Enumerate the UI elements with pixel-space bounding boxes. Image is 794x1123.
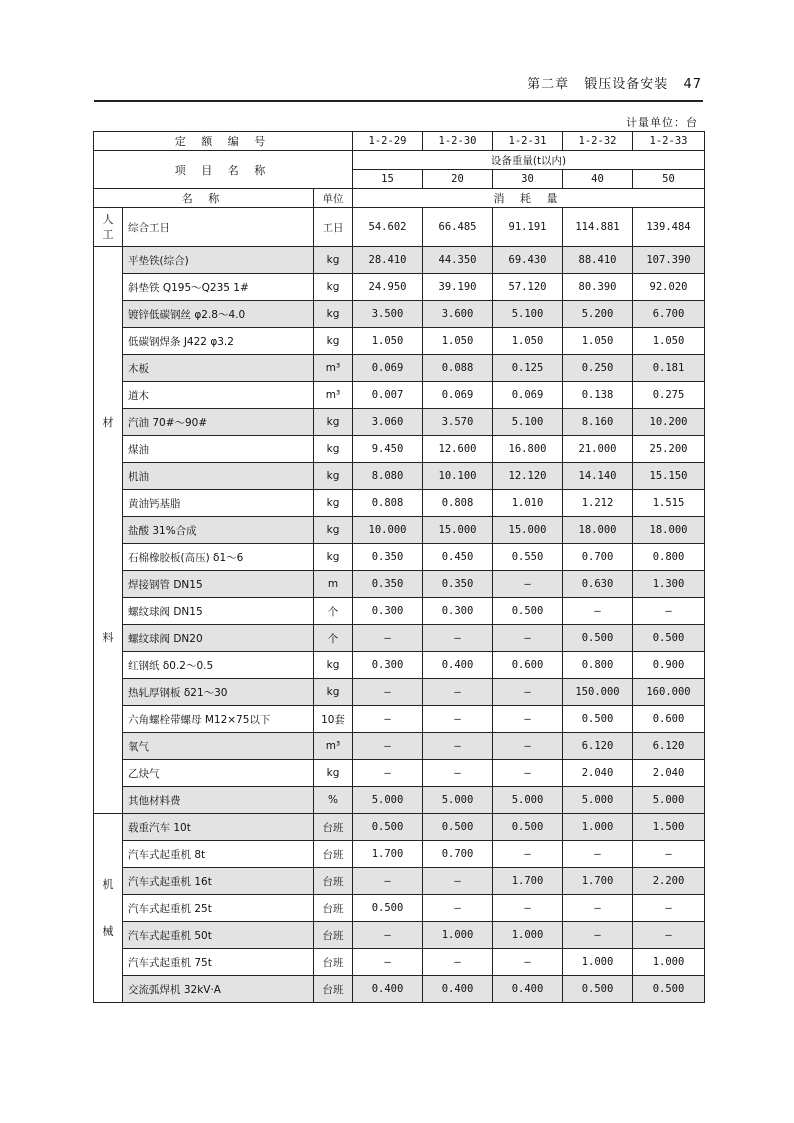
param-cell: 30	[493, 170, 563, 189]
value-cell: —	[423, 868, 493, 895]
item-unit: m	[314, 571, 353, 598]
table-row	[94, 625, 705, 652]
value-cell: —	[563, 598, 633, 625]
table-row	[94, 247, 705, 274]
item-name: 载重汽车 10t	[123, 814, 314, 841]
category-machinery	[94, 814, 123, 1003]
value-cell: 0.500	[493, 814, 563, 841]
table-row	[94, 895, 705, 922]
item-name: 镀锌低碳钢丝 φ2.8～4.0	[123, 301, 314, 328]
value-cell: 80.390	[563, 274, 633, 301]
item-name: 平垫铁(综合)	[123, 247, 314, 274]
value-cell: 0.300	[423, 598, 493, 625]
value-cell: 0.007	[353, 382, 423, 409]
category-machinery-text	[94, 877, 122, 939]
item-unit: kg	[314, 328, 353, 355]
table-row	[94, 409, 705, 436]
value-cell: 25.200	[633, 436, 705, 463]
value-cell: —	[493, 733, 563, 760]
item-name: 其他材料费	[123, 787, 314, 814]
value-cell: 21.000	[563, 436, 633, 463]
value-cell: 1.000	[633, 949, 705, 976]
item-name: 机油	[123, 463, 314, 490]
value-cell: 10.000	[353, 517, 423, 544]
code-cell: 1-2-32	[563, 132, 633, 151]
value-cell: 0.275	[633, 382, 705, 409]
value-cell: 0.400	[423, 652, 493, 679]
value-cell: 6.120	[563, 733, 633, 760]
item-name: 黄油钙基脂	[123, 490, 314, 517]
item-name: 汽车式起重机 16t	[123, 868, 314, 895]
value-cell: 0.800	[633, 544, 705, 571]
value-cell: 1.000	[423, 922, 493, 949]
category-materials-text	[94, 415, 122, 645]
value-cell: 1.050	[493, 328, 563, 355]
item-name: 低碳钢焊条 J422 φ3.2	[123, 328, 314, 355]
value-cell: 9.450	[353, 436, 423, 463]
item-unit: kg	[314, 463, 353, 490]
value-cell: —	[493, 706, 563, 733]
value-cell: —	[423, 949, 493, 976]
item-name: 焊接钢管 DN15	[123, 571, 314, 598]
item-unit: 个	[314, 598, 353, 625]
value-cell: 0.700	[423, 841, 493, 868]
item-unit: kg	[314, 247, 353, 274]
value-cell: 114.881	[563, 208, 633, 247]
value-cell: —	[563, 922, 633, 949]
param-cell: 40	[563, 170, 633, 189]
value-cell: 5.000	[563, 787, 633, 814]
value-cell: 3.600	[423, 301, 493, 328]
item-name: 石棉橡胶板(高压) δ1～6	[123, 544, 314, 571]
table-row	[94, 328, 705, 355]
value-cell: 0.400	[353, 976, 423, 1003]
value-cell: —	[493, 760, 563, 787]
table-row	[94, 490, 705, 517]
value-cell: 1.050	[563, 328, 633, 355]
value-cell: 0.138	[563, 382, 633, 409]
table-row	[94, 679, 705, 706]
item-name: 六角螺栓带螺母 M12×75以下	[123, 706, 314, 733]
item-unit: 工日	[314, 208, 353, 247]
item-unit: m³	[314, 355, 353, 382]
value-cell: 0.350	[353, 571, 423, 598]
value-cell: 0.500	[493, 598, 563, 625]
item-name: 斜垫铁 Q195～Q235 1#	[123, 274, 314, 301]
item-name: 氧气	[123, 733, 314, 760]
value-cell: —	[633, 895, 705, 922]
item-unit: 台班	[314, 922, 353, 949]
code-label: 定 额 编 号	[94, 132, 353, 151]
item-name: 汽车式起重机 8t	[123, 841, 314, 868]
value-cell: 0.181	[633, 355, 705, 382]
value-cell: 15.000	[493, 517, 563, 544]
item-unit: kg	[314, 409, 353, 436]
value-cell: 0.500	[633, 976, 705, 1003]
section-title: 锻压设备安装	[584, 77, 669, 92]
category-materials-char: 材	[102, 416, 114, 429]
category-labor-text: 人工	[102, 213, 114, 241]
value-cell: —	[353, 868, 423, 895]
value-cell: 0.700	[563, 544, 633, 571]
value-cell: —	[423, 733, 493, 760]
value-cell: 0.550	[493, 544, 563, 571]
value-cell: —	[423, 706, 493, 733]
value-cell: 66.485	[423, 208, 493, 247]
value-cell: —	[353, 733, 423, 760]
value-cell: 0.300	[353, 598, 423, 625]
value-cell: —	[633, 922, 705, 949]
code-row	[94, 132, 705, 151]
chapter-title: 第二章	[527, 77, 570, 92]
item-name: 螺纹球阀 DN15	[123, 598, 314, 625]
value-cell: 2.040	[633, 760, 705, 787]
value-cell: 1.300	[633, 571, 705, 598]
value-cell: —	[633, 598, 705, 625]
value-cell: —	[423, 679, 493, 706]
value-cell: 160.000	[633, 679, 705, 706]
item-name: 交流弧焊机 32kV·A	[123, 976, 314, 1003]
value-cell: 0.500	[563, 706, 633, 733]
value-cell: 5.000	[633, 787, 705, 814]
unit-label: 单位	[314, 189, 353, 208]
item-unit: 台班	[314, 814, 353, 841]
value-cell: 88.410	[563, 247, 633, 274]
table-row	[94, 463, 705, 490]
value-cell: 139.484	[633, 208, 705, 247]
item-name: 盐酸 31%合成	[123, 517, 314, 544]
table-row	[94, 652, 705, 679]
table-row	[94, 274, 705, 301]
table-row	[94, 787, 705, 814]
value-cell: 24.950	[353, 274, 423, 301]
category-materials-char: 料	[102, 631, 114, 644]
value-cell: 1.050	[423, 328, 493, 355]
value-cell: 0.600	[493, 652, 563, 679]
value-cell: 5.100	[493, 409, 563, 436]
value-cell: 0.400	[493, 976, 563, 1003]
value-cell: 3.500	[353, 301, 423, 328]
value-cell: 14.140	[563, 463, 633, 490]
item-unit: kg	[314, 544, 353, 571]
value-cell: 1.000	[563, 814, 633, 841]
item-name: 汽油 70#～90#	[123, 409, 314, 436]
item-name: 汽车式起重机 25t	[123, 895, 314, 922]
item-unit: kg	[314, 517, 353, 544]
value-cell: 28.410	[353, 247, 423, 274]
value-cell: 57.120	[493, 274, 563, 301]
value-cell: 1.000	[493, 922, 563, 949]
value-cell: —	[633, 841, 705, 868]
item-unit: kg	[314, 760, 353, 787]
table-row	[94, 976, 705, 1003]
value-cell: —	[353, 625, 423, 652]
value-cell: —	[493, 571, 563, 598]
table-row	[94, 436, 705, 463]
value-cell: —	[563, 895, 633, 922]
value-cell: 1.515	[633, 490, 705, 517]
item-unit: 10套	[314, 706, 353, 733]
page-header	[517, 73, 702, 92]
item-name: 热轧厚钢板 δ21～30	[123, 679, 314, 706]
value-cell: 0.808	[353, 490, 423, 517]
param-cell: 50	[633, 170, 705, 189]
value-cell: —	[563, 841, 633, 868]
unit-note: 计量单位：台	[626, 116, 698, 129]
table-row	[94, 598, 705, 625]
table-row	[94, 922, 705, 949]
value-cell: 0.500	[633, 625, 705, 652]
value-cell: 0.500	[563, 976, 633, 1003]
value-cell: 10.100	[423, 463, 493, 490]
item-name: 煤油	[123, 436, 314, 463]
item-unit: kg	[314, 490, 353, 517]
value-cell: 12.120	[493, 463, 563, 490]
value-cell: —	[423, 760, 493, 787]
value-cell: 150.000	[563, 679, 633, 706]
item-unit: kg	[314, 652, 353, 679]
value-cell: 0.500	[563, 625, 633, 652]
consumption-label: 消 耗 量	[353, 189, 705, 208]
value-cell: 3.570	[423, 409, 493, 436]
item-name: 汽车式起重机 75t	[123, 949, 314, 976]
value-cell: 15.150	[633, 463, 705, 490]
value-cell: 0.450	[423, 544, 493, 571]
category-labor	[94, 208, 123, 247]
value-cell: 1.700	[563, 868, 633, 895]
category-machinery-char: 械	[102, 925, 114, 938]
value-cell: 0.400	[423, 976, 493, 1003]
table-row	[94, 949, 705, 976]
item-name: 汽车式起重机 50t	[123, 922, 314, 949]
item-name: 综合工日	[123, 208, 314, 247]
value-cell: 54.602	[353, 208, 423, 247]
value-cell: 0.600	[633, 706, 705, 733]
value-cell: 1.212	[563, 490, 633, 517]
item-unit: 台班	[314, 841, 353, 868]
value-cell: 5.000	[493, 787, 563, 814]
value-cell: —	[493, 841, 563, 868]
item-unit: m³	[314, 733, 353, 760]
item-unit: kg	[314, 274, 353, 301]
value-cell: 1.700	[493, 868, 563, 895]
code-cell: 1-2-33	[633, 132, 705, 151]
item-unit: 台班	[314, 949, 353, 976]
item-unit: kg	[314, 679, 353, 706]
table-row	[94, 517, 705, 544]
value-cell: 0.808	[423, 490, 493, 517]
value-cell: —	[353, 706, 423, 733]
value-cell: 5.100	[493, 301, 563, 328]
value-cell: 12.600	[423, 436, 493, 463]
value-cell: 10.200	[633, 409, 705, 436]
value-cell: 0.500	[353, 895, 423, 922]
param-label-row	[94, 151, 705, 170]
value-cell: 69.430	[493, 247, 563, 274]
value-cell: 1.700	[353, 841, 423, 868]
value-cell: 44.350	[423, 247, 493, 274]
value-cell: —	[423, 895, 493, 922]
value-cell: 0.500	[423, 814, 493, 841]
value-cell: 0.900	[633, 652, 705, 679]
table-row	[94, 571, 705, 598]
item-name: 乙炔气	[123, 760, 314, 787]
value-cell: 0.125	[493, 355, 563, 382]
table-row	[94, 841, 705, 868]
item-unit: 台班	[314, 868, 353, 895]
value-cell: 107.390	[633, 247, 705, 274]
param-cell: 20	[423, 170, 493, 189]
value-cell: 0.088	[423, 355, 493, 382]
value-cell: 1.010	[493, 490, 563, 517]
table-row	[94, 814, 705, 841]
item-unit: 个	[314, 625, 353, 652]
param-label: 设备重量(t以内)	[353, 151, 705, 170]
item-name: 红钢纸 δ0.2～0.5	[123, 652, 314, 679]
value-cell: 8.160	[563, 409, 633, 436]
table-row	[94, 382, 705, 409]
header-rule	[94, 100, 703, 102]
item-name: 螺纹球阀 DN20	[123, 625, 314, 652]
table-row	[94, 706, 705, 733]
item-unit: kg	[314, 436, 353, 463]
value-cell: 6.700	[633, 301, 705, 328]
value-cell: 16.800	[493, 436, 563, 463]
value-cell: 0.630	[563, 571, 633, 598]
value-cell: 0.069	[423, 382, 493, 409]
item-unit: 台班	[314, 976, 353, 1003]
value-cell: 5.000	[353, 787, 423, 814]
value-cell: 6.120	[633, 733, 705, 760]
value-cell: —	[493, 625, 563, 652]
param-cell: 15	[353, 170, 423, 189]
value-cell: 92.020	[633, 274, 705, 301]
name-label: 名 称	[94, 189, 314, 208]
table-row	[94, 301, 705, 328]
value-cell: 0.250	[563, 355, 633, 382]
category-materials	[94, 247, 123, 814]
category-machinery-char: 机	[102, 878, 114, 891]
value-cell: 18.000	[563, 517, 633, 544]
value-cell: 3.060	[353, 409, 423, 436]
value-cell: 2.200	[633, 868, 705, 895]
item-unit: 台班	[314, 895, 353, 922]
table-row	[94, 733, 705, 760]
value-cell: —	[353, 760, 423, 787]
quota-table	[93, 131, 705, 1003]
code-cell: 1-2-31	[493, 132, 563, 151]
code-cell: 1-2-29	[353, 132, 423, 151]
value-cell: 1.000	[563, 949, 633, 976]
value-cell: 0.069	[353, 355, 423, 382]
item-unit: kg	[314, 301, 353, 328]
value-cell: —	[493, 679, 563, 706]
value-cell: 0.300	[353, 652, 423, 679]
value-cell: 39.190	[423, 274, 493, 301]
page-number: 47	[683, 77, 702, 92]
item-name: 木板	[123, 355, 314, 382]
value-cell: 91.191	[493, 208, 563, 247]
value-cell: 0.800	[563, 652, 633, 679]
value-cell: 15.000	[423, 517, 493, 544]
value-cell: 0.350	[353, 544, 423, 571]
value-cell: —	[353, 949, 423, 976]
value-cell: 0.069	[493, 382, 563, 409]
item-label: 项 目 名 称	[94, 151, 353, 189]
value-cell: 2.040	[563, 760, 633, 787]
table-row	[94, 544, 705, 571]
value-cell: —	[353, 679, 423, 706]
value-cell: —	[423, 625, 493, 652]
value-cell: —	[353, 922, 423, 949]
value-cell: —	[493, 949, 563, 976]
table-row	[94, 868, 705, 895]
item-name: 道木	[123, 382, 314, 409]
column-header-row	[94, 189, 705, 208]
value-cell: 5.200	[563, 301, 633, 328]
code-cell: 1-2-30	[423, 132, 493, 151]
value-cell: 1.500	[633, 814, 705, 841]
value-cell: 0.350	[423, 571, 493, 598]
value-cell: 0.500	[353, 814, 423, 841]
value-cell: 5.000	[423, 787, 493, 814]
table-row	[94, 208, 705, 247]
value-cell: 1.050	[353, 328, 423, 355]
value-cell: 8.080	[353, 463, 423, 490]
value-cell: —	[493, 895, 563, 922]
table-row	[94, 355, 705, 382]
value-cell: 18.000	[633, 517, 705, 544]
item-unit: m³	[314, 382, 353, 409]
value-cell: 1.050	[633, 328, 705, 355]
table-row	[94, 760, 705, 787]
item-unit: %	[314, 787, 353, 814]
